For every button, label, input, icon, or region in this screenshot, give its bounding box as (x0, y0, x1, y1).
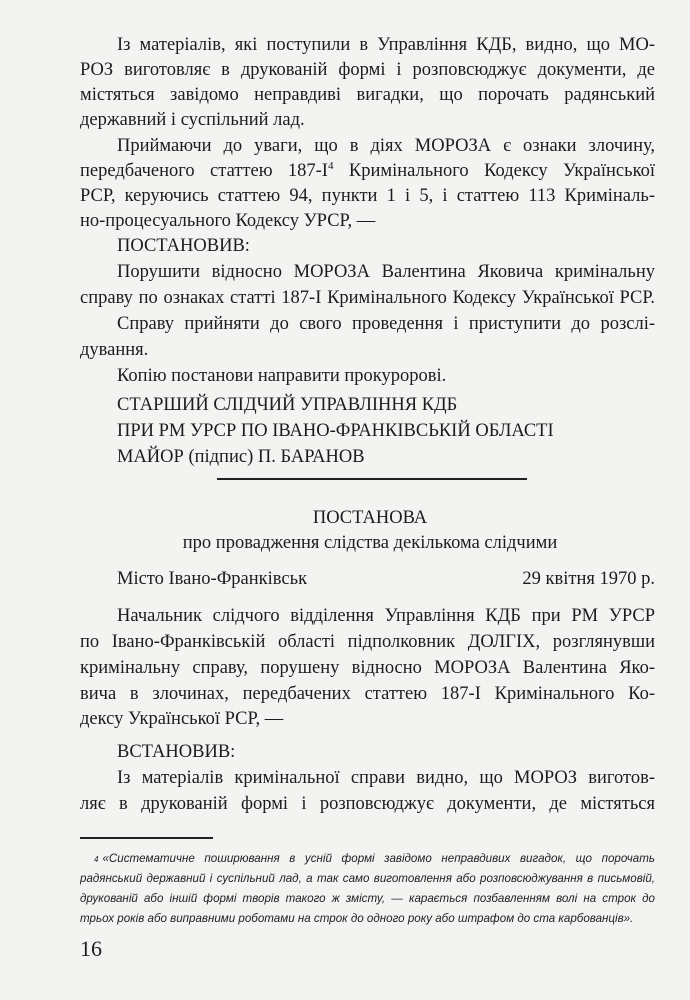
place: Місто Івано-Франківськ (117, 569, 308, 589)
text-line: РСР, керуючись статтею 94, пункти 1 і 5, і статтею 113 Криміналь- (80, 186, 655, 206)
signature-line: СТАРШИЙ СЛІДЧИЙ УПРАВЛІННЯ КДБ (117, 395, 458, 415)
text: Кримінального Кодексу Української (333, 161, 655, 181)
footnote-line (80, 849, 655, 869)
section-divider (217, 478, 527, 480)
text-line: Із матеріалів кримінальної справи видно, що МОРОЗ виготов- (117, 768, 655, 788)
text-line (80, 159, 655, 183)
text-line: РОЗ виготовляє в друкованій формі і розповсюджує документи, де (80, 60, 655, 80)
text-line: державний і суспільний лад. (80, 110, 305, 130)
footnote-marker: 4 (94, 855, 99, 864)
text: «Систематичне поширювання в усній формі завідомо неправдивих вигадок, що порочать (102, 852, 655, 865)
text-line: но-процесуального Кодексу УРСР, — (80, 211, 376, 231)
footnote-line: трьох років або виправними роботами на строк до одного року або штрафом до ста карбованців». (80, 912, 634, 925)
text-line: дексу Української РСР, — (80, 709, 284, 729)
resolved-heading: ПОСТАНОВИВ: (117, 236, 250, 256)
text-line: Начальник слідчого відділення Управління КДБ при РМ УРСР (117, 606, 655, 626)
text-line: ляє в друкованій формі і розповсюджує документи, де містяться (80, 794, 655, 814)
signature-line: ПРИ РМ УРСР ПО ІВАНО-ФРАНКІВСЬКІЙ ОБЛАСТІ (117, 421, 554, 441)
established-heading: ВСТАНОВИВ: (117, 742, 236, 762)
text-line: Приймаючи до уваги, що в діях МОРОЗА є ознаки злочину, (117, 136, 655, 156)
text-line: вича в злочинах, передбачених статтею 187-І Кримінального Ко- (80, 684, 655, 704)
text-line: по Івано-Франківській області підполковник ДОЛГІХ, розглянувши (80, 632, 655, 652)
signature-line: МАЙОР (підпис) П. БАРАНОВ (117, 447, 365, 467)
page-number: 16 (80, 936, 102, 961)
text-line: Копію постанови направити прокуророві. (117, 366, 447, 386)
text: передбаченого статтею 187-І (80, 161, 328, 181)
date: 29 квітня 1970 р. (522, 569, 655, 589)
text-line: містяться завідомо неправдиві вигадки, що порочать радянський (80, 85, 655, 105)
text-line: Із матеріалів, які поступили в Управління КДБ, видно, що МО- (117, 35, 655, 55)
document-subtitle: про провадження слідства декількома слідчими (182, 533, 558, 553)
text-line: справу по ознаках статті 187-І Кримінального Кодексу Української РСР. (80, 288, 655, 308)
text-line: Справу прийняти до свого проведення і приступити до розслі- (117, 314, 655, 334)
text-line: кримінальну справу, порушену відносно МОРОЗА Валентина Яко- (80, 658, 655, 678)
footnote-line: друкованій або іншій формі творів такого ж змісту, — карається позбавленням волі на строк до (80, 892, 655, 905)
footnote-reference: 4 (327, 159, 334, 172)
text-line: Порушити відносно МОРОЗА Валентина Яковича кримінальну (117, 262, 655, 282)
text-line: дування. (80, 340, 149, 360)
footnote-divider (80, 837, 213, 839)
footnote-line: радянський державний і суспільний лад, а так само виготовлення або розповсюджування в письмовій, (80, 872, 655, 885)
document-title: ПОСТАНОВА (312, 508, 428, 528)
